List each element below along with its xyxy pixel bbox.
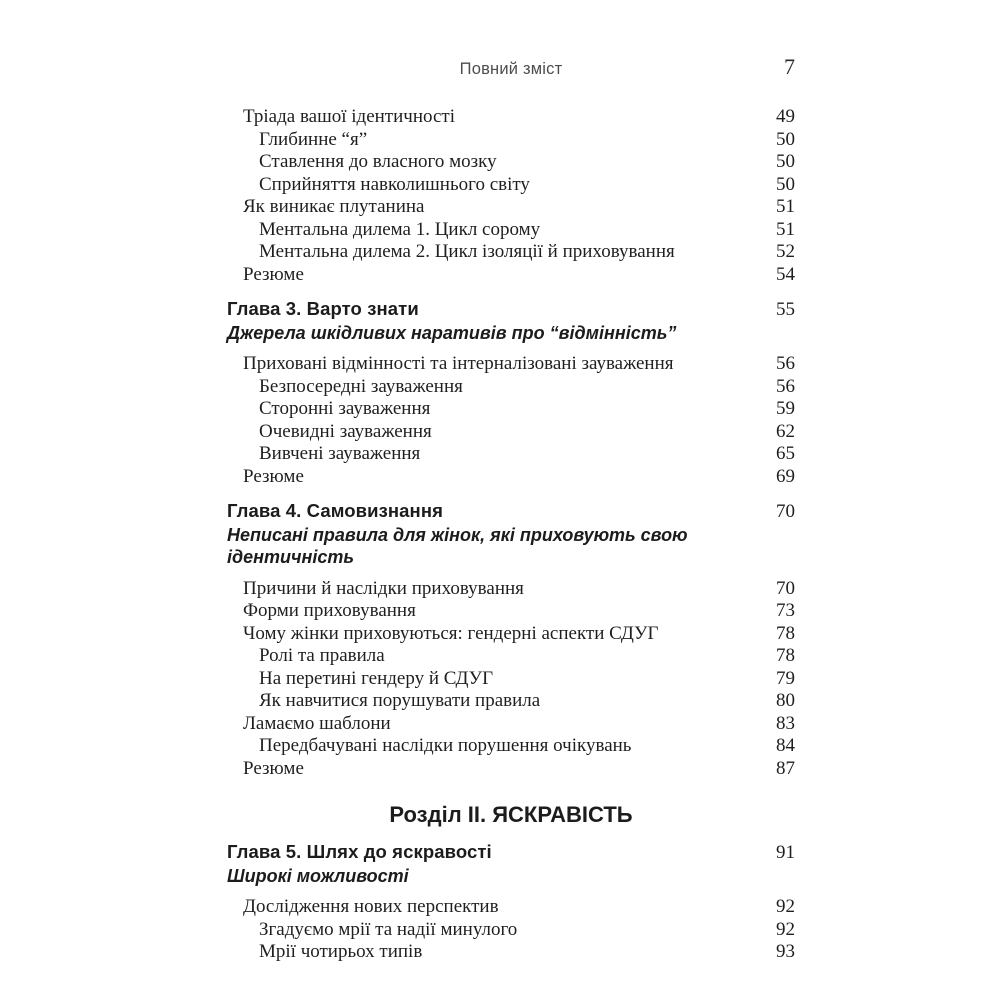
toc-entry-page: 92: [776, 896, 795, 917]
toc-entry-page: 51: [776, 218, 795, 240]
toc-entry-page: 56: [776, 353, 795, 374]
toc-entry-title: Очевидні зауваження: [259, 420, 432, 442]
toc-entry: [227, 941, 795, 964]
toc-entry: [227, 645, 795, 668]
toc-entry-title: Резюме: [243, 757, 304, 779]
toc-entry-page: 51: [776, 196, 795, 217]
toc-entry: [227, 623, 795, 646]
toc-entry-title: Приховані відмінності та інтерналізовані зауваження: [243, 353, 674, 374]
chapter-block: [227, 298, 795, 488]
toc-entry-page: 49: [776, 106, 795, 127]
toc-entry-title: Тріада вашої ідентичності: [243, 106, 455, 127]
toc-entry: [227, 129, 795, 152]
toc-entry: [227, 735, 795, 758]
toc-entry: [227, 919, 795, 942]
chapter-page: 70: [776, 501, 795, 522]
chapter-subtitle: Джерела шкідливих наративів про “відмінність”: [227, 322, 677, 343]
part-heading: Розділ II. ЯСКРАВІСТЬ: [389, 802, 633, 827]
toc-entry: [227, 443, 795, 466]
toc-entry-page: 50: [776, 173, 795, 195]
running-header: [227, 54, 795, 80]
toc-entry-page: 70: [776, 577, 795, 599]
toc-entry-title: На перетині гендеру й СДУГ: [259, 667, 494, 689]
toc-entry-page: 87: [776, 757, 795, 779]
toc-entry-title: Як навчитися порушувати правила: [259, 690, 541, 711]
toc-entry: [227, 421, 795, 444]
toc-entry-page: 54: [776, 263, 795, 285]
toc-entry-title: Ламаємо шаблони: [243, 712, 391, 734]
toc-entry-page: 56: [776, 375, 795, 397]
toc-entry-page: 59: [776, 398, 795, 419]
chapter-page: 91: [776, 842, 795, 863]
toc-entry: [227, 668, 795, 691]
toc-entry-title: Ролі та правила: [259, 645, 385, 666]
toc-entry-title: Ставлення до власного мозку: [259, 151, 497, 172]
toc-entry-title: Вивчені зауваження: [259, 443, 421, 464]
toc-entry: [227, 241, 795, 264]
toc-entry-title: Мрії чотирьох типів: [259, 941, 423, 962]
toc-entry: [227, 690, 795, 713]
toc-entry-title: Як виникає плутанина: [243, 196, 425, 217]
toc-entry-title: Сприйняття навколишнього світу: [259, 173, 530, 195]
chapter-subtitle: Неписані правила для жінок, які приховують свою ідентичність: [227, 524, 688, 567]
toc-entry: [227, 466, 795, 489]
toc-entry-page: 50: [776, 151, 795, 172]
toc-entry-page: 80: [776, 690, 795, 711]
chapter-block: [227, 841, 795, 964]
toc-entry-page: 92: [776, 918, 795, 940]
toc-entry: [227, 896, 795, 919]
toc-entry-title: Резюме: [243, 263, 304, 285]
toc-entry-title: Сторонні зауваження: [259, 398, 431, 419]
running-header-title: Повний зміст: [459, 60, 563, 78]
toc-entry: [227, 353, 795, 376]
toc-entry-page: 50: [776, 128, 795, 150]
chapter-block: [227, 500, 795, 780]
chapter-heading-row: [227, 500, 795, 524]
toc-list: [227, 106, 795, 964]
toc-entry: [227, 219, 795, 242]
toc-entry-title: Дослідження нових перспектив: [243, 896, 499, 917]
toc-entry-title: Ментальна дилема 2. Цикл ізоляції й приховування: [259, 241, 675, 262]
entries-block: [227, 106, 795, 286]
chapter-title: Глава 5. Шлях до яскравості: [227, 841, 492, 862]
toc-entry-title: Безпосередні зауваження: [259, 375, 463, 397]
chapter-subtitle: Широкі можливості: [227, 865, 409, 886]
toc-entry: [227, 398, 795, 421]
toc-entry-page: 69: [776, 465, 795, 487]
toc-entry-title: Ментальна дилема 1. Цикл сорому: [259, 218, 541, 240]
toc-entry-page: 93: [776, 941, 795, 962]
toc-entry-title: Глибинне “я”: [259, 128, 368, 150]
chapter-page: 55: [776, 299, 795, 320]
toc-entry-title: Передбачувані наслідки порушення очікувань: [259, 735, 632, 756]
toc-entry-title: Резюме: [243, 465, 304, 487]
toc-entry-page: 78: [776, 645, 795, 666]
toc-entry: [227, 600, 795, 623]
toc-entry: [227, 106, 795, 129]
chapter-heading-row: [227, 841, 795, 865]
toc-entry: [227, 264, 795, 287]
toc-entry: [227, 196, 795, 219]
toc-entry: [227, 376, 795, 399]
toc-entry: [227, 151, 795, 174]
toc-entry-page: 73: [776, 600, 795, 621]
toc-entry-page: 52: [776, 241, 795, 262]
toc-entry-page: 79: [776, 667, 795, 689]
toc-page: [227, 54, 795, 964]
toc-entry: [227, 758, 795, 781]
toc-entry-title: Форми приховування: [243, 600, 416, 621]
toc-entry-page: 65: [776, 443, 795, 464]
toc-entry-title: Причини й наслідки приховування: [243, 577, 524, 599]
toc-entry-title: Чому жінки приховуються: гендерні аспекти СДУГ: [243, 622, 659, 644]
toc-entry: [227, 174, 795, 197]
chapter-title: Глава 4. Самовизнання: [227, 500, 443, 521]
chapter-title: Глава 3. Варто знати: [227, 298, 419, 319]
toc-entry-page: 83: [776, 712, 795, 734]
toc-entry: [227, 713, 795, 736]
current-page-number: 7: [784, 54, 795, 79]
toc-entry-page: 78: [776, 622, 795, 644]
toc-entry-page: 84: [776, 735, 795, 756]
toc-entry: [227, 578, 795, 601]
toc-entry-page: 62: [776, 420, 795, 442]
chapter-heading-row: [227, 298, 795, 322]
toc-entry-title: Згадуємо мрії та надії минулого: [259, 918, 518, 940]
